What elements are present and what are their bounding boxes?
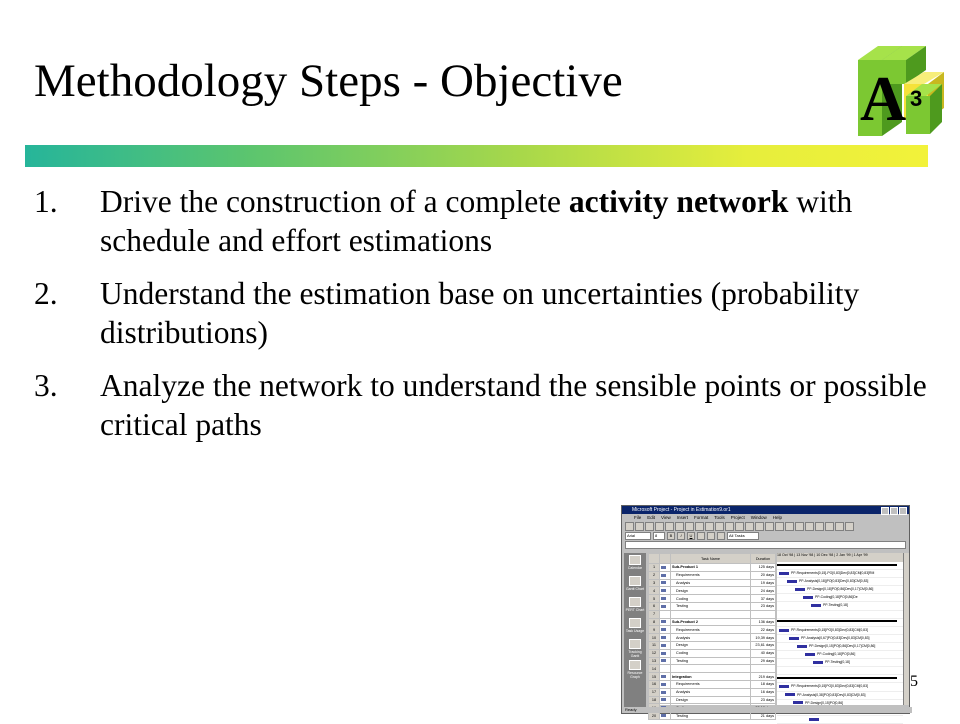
gantt-row: [777, 667, 903, 675]
gantt-bar: [789, 637, 799, 640]
gantt-bar-label: PP-Requirements[0,15]PO[0,83]Dev[0,83]CM[0,83]: [791, 627, 868, 632]
gantt-bar: [793, 701, 803, 704]
table-row: 13 Testing 29 days: [649, 657, 776, 665]
note-icon: [661, 652, 666, 655]
size-select: 8: [653, 532, 665, 540]
gantt-row: [777, 578, 903, 586]
ms-menu-item: Insert: [676, 515, 688, 520]
step-number: 1.: [34, 184, 58, 219]
note-icon: [661, 714, 666, 717]
gantt-bar-label: PP-Coding[0,18]PO[0,86]De: [815, 595, 858, 600]
bold-icon: B: [667, 532, 675, 540]
note-icon: [661, 675, 666, 678]
ms-menu-item: File: [634, 515, 642, 520]
gantt-bar-label: PP-Analysis[0,38]PO[0,83]Dev[0,83]CM[0,83]: [797, 692, 866, 697]
view-bar-item: Task Usage: [625, 618, 645, 637]
ms-menu-item: Project: [730, 515, 745, 520]
view-bar-item: Calendar: [625, 555, 645, 574]
gantt-summary-bar: [777, 620, 897, 622]
vertical-scrollbar: [903, 553, 909, 705]
gantt-bar-label: PP-Coding[0,18]PO[0,86]: [817, 652, 856, 657]
close-icon: [899, 507, 907, 515]
table-row: 12 Coding 40 days: [649, 649, 776, 657]
view-bar-item: Resource Graph: [625, 660, 645, 679]
note-icon: [661, 683, 666, 686]
slide-title: Methodology Steps - Objective: [34, 55, 623, 107]
ms-menu-item: Edit: [647, 515, 656, 520]
view-icon: [629, 576, 641, 586]
gantt-bar-label: PP-Design[0,15]PO[0,86]Dev[0,17]CM[0,86]: [809, 643, 876, 648]
gantt-bar-label: PP-Requirements[0,15]-PO[0,83]Dev[0,83]CM[0,83]RM: [791, 571, 875, 576]
gantt-bar-label: PP-Testing[0,18]: [823, 603, 848, 608]
table-row: 7: [649, 610, 776, 618]
gantt-row: [777, 692, 903, 700]
table-row: 2 Requirements 20 days: [649, 571, 776, 579]
step-number: 3.: [34, 368, 58, 403]
gantt-bar: [811, 604, 821, 607]
gantt-row: [777, 651, 903, 659]
gantt-row: [777, 659, 903, 667]
note-icon: [661, 636, 666, 639]
gantt-bar: [797, 645, 807, 648]
ms-menu-item: Format: [693, 515, 709, 520]
note-icon: [661, 597, 666, 600]
gantt-row: [777, 716, 903, 724]
ms-menu-item: View: [661, 515, 671, 520]
a3-logo-icon: [850, 38, 950, 138]
table-row: 3 Analysis 19 days: [649, 579, 776, 587]
ms-menu-item: Window: [750, 515, 767, 520]
table-row: 17 Analysis 16 days: [649, 688, 776, 696]
svg-text:3: 3: [910, 86, 923, 111]
font-select: Arial: [625, 532, 651, 540]
gantt-summary-bar: [777, 677, 897, 679]
table-row: 15 Integration 219 days: [649, 673, 776, 681]
gantt-bar-label: PP-Analysis[0,67]PO[0,83]Dev[0,83]CM[0,83]: [801, 635, 870, 640]
view-icon: [629, 639, 641, 649]
ms-menu-item: Tools: [714, 515, 725, 520]
note-icon: [661, 574, 666, 577]
table-row: 5 Coding 37 days: [649, 595, 776, 603]
step-item: [34, 182, 934, 260]
gantt-timeline-header: 18 Oct '98 | 13 Nov '98 | 10 Dec '98 | 2 Jan '99 | 1 Apr '99: [777, 553, 903, 562]
view-icon: [629, 618, 641, 628]
gantt-summary-bar: [777, 564, 897, 566]
note-icon: [661, 691, 666, 694]
gantt-row: [777, 594, 903, 602]
slide-number: 5: [910, 673, 918, 690]
view-bar-item: Gantt Chart: [625, 576, 645, 595]
ms-view-bar: [624, 553, 646, 713]
note-icon: [661, 628, 666, 631]
gantt-bar-label: PP-Analysis[0,18]|PO[0,83]Dev[0,83]CM[0,83]: [799, 579, 869, 584]
note-icon: [661, 620, 666, 623]
steps-list: [34, 182, 934, 458]
table-row: 1 Sub-Product 1 125 days: [649, 564, 776, 572]
ms-standard-toolbar: [622, 522, 909, 531]
step-text: Understand the estimation base on uncertainties (probability distributions): [100, 276, 860, 350]
ms-menu-bar: [622, 514, 909, 522]
view-icon: [629, 597, 641, 607]
table-row: 20 Testing 21 days: [649, 712, 776, 720]
view-bar-item: Tracking Gantt: [625, 639, 645, 658]
view-bar-item: PERT Chart: [625, 597, 645, 616]
gantt-bar: [805, 653, 815, 656]
title-underline-bar: [25, 145, 928, 167]
ms-menu-item: Help: [772, 515, 783, 520]
col-indicator: [660, 554, 671, 564]
note-icon: [661, 589, 666, 592]
svg-text:A: A: [860, 63, 907, 134]
ms-format-toolbar: [622, 531, 909, 540]
maximize-icon: [890, 507, 898, 515]
table-row: 14: [649, 665, 776, 673]
gantt-bar: [813, 661, 823, 664]
gantt-bar-label: PP-Design[0,18]PO[0,86]Dev[0,17]CM[0,86]: [807, 587, 874, 592]
gantt-row: [777, 562, 903, 570]
gantt-bar: [809, 718, 819, 721]
note-icon: [661, 644, 666, 647]
gantt-chart: [777, 553, 903, 705]
gantt-bar: [785, 693, 795, 696]
gantt-bar: [787, 580, 797, 583]
table-row: 16 Requirements 18 days: [649, 680, 776, 688]
step-text: Drive the construction of a complete activity network with schedule and effort estimations: [100, 184, 853, 258]
gantt-bar-label: PP-Testing[0,18]: [825, 660, 850, 665]
table-row: 6 Testing 23 days: [649, 602, 776, 610]
gantt-row: [777, 635, 903, 643]
note-icon: [661, 605, 666, 608]
gantt-bar-label: PP-Design[0,15]PO[0,86]: [805, 700, 844, 705]
gantt-row: [777, 683, 903, 691]
note-icon: [661, 566, 666, 569]
col-id: [649, 554, 660, 564]
gantt-row: [777, 619, 903, 627]
table-row: 18 Design 23 days: [649, 696, 776, 704]
col-task-name: Task Name: [671, 554, 751, 564]
ms-title-bar: Microsoft Project - Project in Estimation9.or1: [622, 506, 909, 514]
view-icon: [629, 555, 641, 565]
gantt-row: [777, 675, 903, 683]
ms-project-screenshot: [621, 505, 910, 718]
table-row: 9 Requirements 22 days: [649, 626, 776, 634]
gantt-bar: [779, 685, 789, 688]
gantt-row: [777, 627, 903, 635]
table-row: 11 Design 23,61 days: [649, 641, 776, 649]
note-icon: [661, 581, 666, 584]
view-icon: [629, 660, 641, 670]
gantt-row: [777, 602, 903, 610]
step-number: 2.: [34, 276, 58, 311]
step-item: [34, 366, 934, 444]
table-row: 4 Design 24 days: [649, 587, 776, 595]
col-duration: Duration: [751, 554, 776, 564]
gantt-bar: [779, 572, 789, 575]
table-row: 10 Analysis 19,39 days: [649, 634, 776, 642]
minimize-icon: [881, 507, 889, 515]
filter-select: All Tasks: [727, 532, 759, 540]
ms-status-bar: Ready: [622, 707, 912, 713]
step-item: [34, 274, 934, 352]
gantt-row: [777, 611, 903, 619]
gantt-bar: [795, 588, 805, 591]
note-icon: [661, 659, 666, 662]
underline-icon: U: [687, 532, 695, 540]
gantt-bar-label: PP-Requirements[0,15]PO[0,83]Dev[0,83]CM[0,83]: [791, 684, 868, 689]
note-icon: [661, 698, 666, 701]
entry-bar: [625, 541, 906, 549]
italic-icon: I: [677, 532, 685, 540]
gantt-bar: [779, 629, 789, 632]
gantt-row: [777, 570, 903, 578]
gantt-row: [777, 643, 903, 651]
gantt-row: [777, 586, 903, 594]
table-row: 8 Sub-Product 2 136 days: [649, 618, 776, 626]
gantt-bar: [803, 596, 813, 599]
step-text: Analyze the network to understand the sensible points or possible critical paths: [100, 368, 927, 442]
task-table: [648, 553, 776, 718]
